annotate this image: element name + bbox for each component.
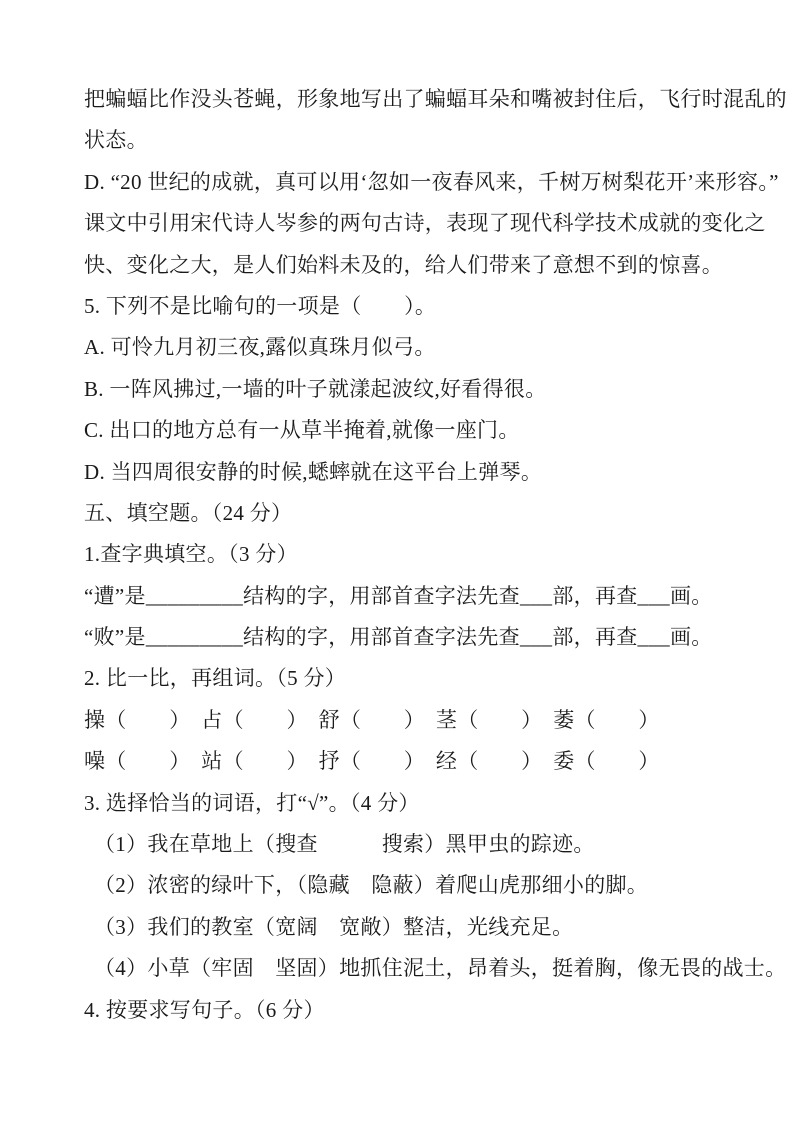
- explanation-text-line: 课文中引用宋代诗人岑参的两句古诗，表现了现代科学技术成就的变化之: [84, 211, 766, 236]
- section-5-fill-in-blanks: [84, 493, 787, 1031]
- question-5-stem: 5. 下列不是比喻句的一项是（ ）。: [84, 293, 437, 318]
- question-5: [84, 286, 725, 493]
- question-2-word-row: 操（ ） 占（ ） 舒（ ） 茎（ ） 萎（ ）: [84, 707, 660, 732]
- explanation-text-line: 状态。: [84, 128, 148, 153]
- question-1-blank-line: “败”是_________结构的字，用部首查字法先查___部，再查___画。: [84, 625, 713, 650]
- explanation-text-line: 快、变化之大，是人们始料未及的，给人们带来了意想不到的惊喜。: [84, 252, 723, 277]
- section-5-heading: 五、填空题。（24 分）: [84, 500, 293, 525]
- question-5-option-c: C. 出口的地方总有一从草半掩着,就像一座门。: [84, 418, 520, 443]
- explanation-text-line: D. “20 世纪的成就，真可以用‘忽如一夜春风来，千树万树梨花开’来形容。”: [84, 169, 779, 194]
- section-5-question-1: [84, 534, 725, 658]
- question-3-item: （4）小草（牢固 坚固）地抓住泥土，昂着头，挺着胸，像无畏的战士。: [94, 956, 787, 981]
- question-1-blank-line: “遭”是_________结构的字，用部首查字法先查___部，再查___画。: [84, 583, 713, 608]
- question-2-title: 2. 比一比，再组词。（5 分）: [84, 666, 347, 691]
- option-c-explanation: [84, 79, 787, 162]
- question-3-title: 3. 选择恰当的词语，打“√”。（4 分）: [84, 790, 420, 815]
- section-5-question-3: [84, 783, 787, 990]
- question-5-option-a: A. 可怜九月初三夜,露似真珠月似弓。: [84, 335, 436, 360]
- question-3-item: （1）我在草地上（搜查 搜索）黑甲虫的踪迹。: [94, 832, 595, 857]
- question-5-option-d: D. 当四周很安静的时候,蟋蟀就在这平台上弹琴。: [84, 459, 543, 484]
- question-5-option-b: B. 一阵风拂过,一墙的叶子就漾起波纹,好看得很。: [84, 376, 547, 401]
- question-1-title: 1.查字典填空。（3 分）: [84, 542, 298, 567]
- question-3-item: （3）我们的教室（宽阔 宽敞）整洁，光线充足。: [94, 914, 574, 939]
- section-5-question-2: [84, 658, 725, 782]
- question-2-word-row: 噪（ ） 站（ ） 抒（ ） 经（ ） 委（ ）: [84, 749, 660, 774]
- section-5-question-4: [84, 990, 725, 1031]
- option-d-explanation: [84, 162, 779, 286]
- explanation-text-line: 把蝙蝠比作没头苍蝇，形象地写出了蝙蝠耳朵和嘴被封住后，飞行时混乱的: [84, 87, 787, 111]
- question-4-title: 4. 按要求写句子。（6 分）: [84, 997, 325, 1022]
- question-3-item: （2）浓密的绿叶下，（隐藏 隐蔽）着爬山虎那细小的脚。: [94, 873, 649, 898]
